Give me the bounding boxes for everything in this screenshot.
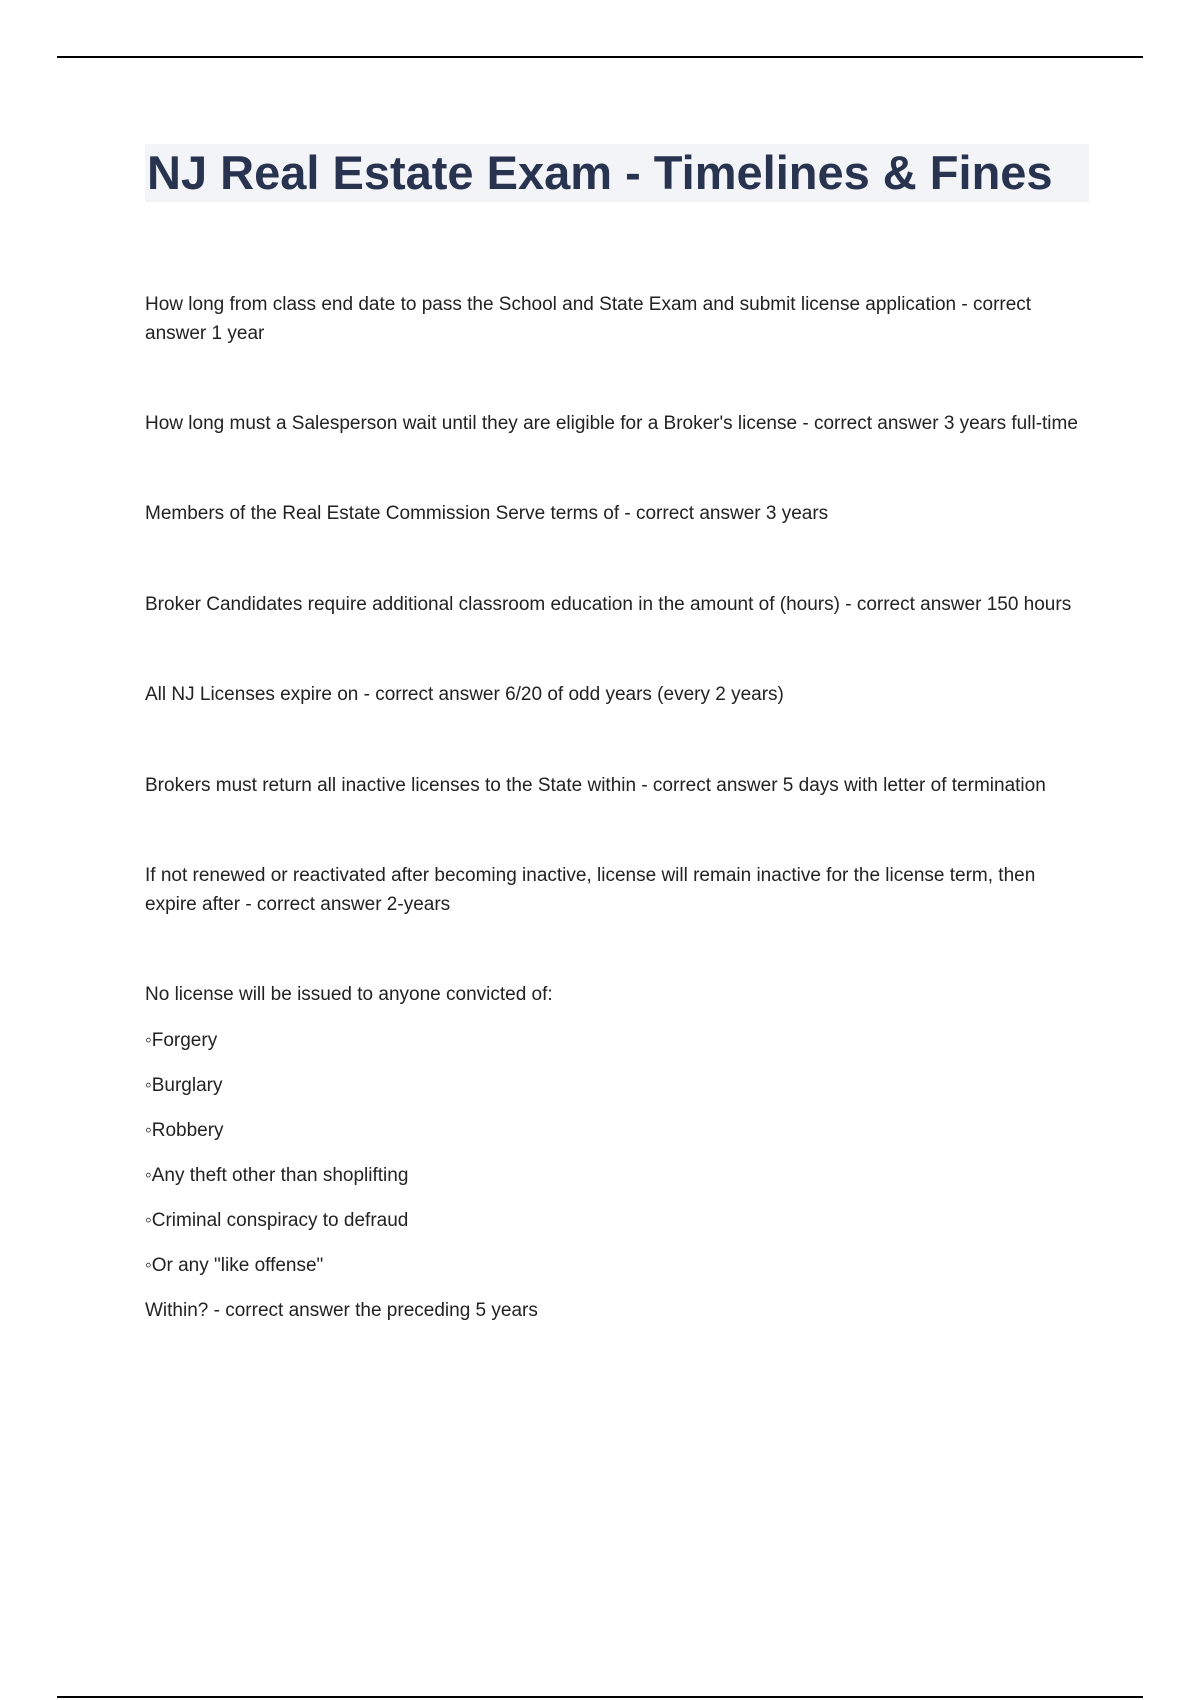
qa-item: How long from class end date to pass the School and State Exam and submit license application - correct answer 1 year [145,294,1032,344]
top-divider [57,56,1143,58]
qa-item: If not renewed or reactivated after becoming inactive, license will remain inactive for the license term, then expire after - correct answer 2-years [145,865,1036,915]
title-banner [145,144,1089,202]
bottom-divider [57,1696,1143,1698]
qa-item: Members of the Real Estate Commission Serve terms of - correct answer 3 years [145,503,829,524]
qa-item: Brokers must return all inactive licenses to the State within - correct answer 5 days with letter of termination [145,775,1046,796]
qa-item: How long must a Salesperson wait until they are eligible for a Broker's license - correct answer 3 years full-time [145,413,1078,434]
document-body [145,290,1085,1325]
conviction-list-item: ◦Robbery [145,1120,224,1141]
conviction-list-item: ◦Criminal conspiracy to defraud [145,1210,409,1231]
conviction-list-intro: No license will be issued to anyone convicted of: [145,984,553,1005]
conviction-list-block [145,980,1085,1325]
conviction-list-item: ◦Burglary [145,1075,223,1096]
page-title: NJ Real Estate Exam - Timelines & Fines [147,146,1053,199]
qa-item: All NJ Licenses expire on - correct answer 6/20 of odd years (every 2 years) [145,684,784,705]
conviction-list-item: ◦Any theft other than shoplifting [145,1165,409,1186]
conviction-list-item: ◦Or any "like offense" [145,1255,324,1276]
conviction-list-answer: Within? - correct answer the preceding 5 years [145,1300,538,1321]
qa-item: Broker Candidates require additional classroom education in the amount of (hours) - correct answer 150 hours [145,594,1072,615]
conviction-list-item: ◦Forgery [145,1030,218,1051]
